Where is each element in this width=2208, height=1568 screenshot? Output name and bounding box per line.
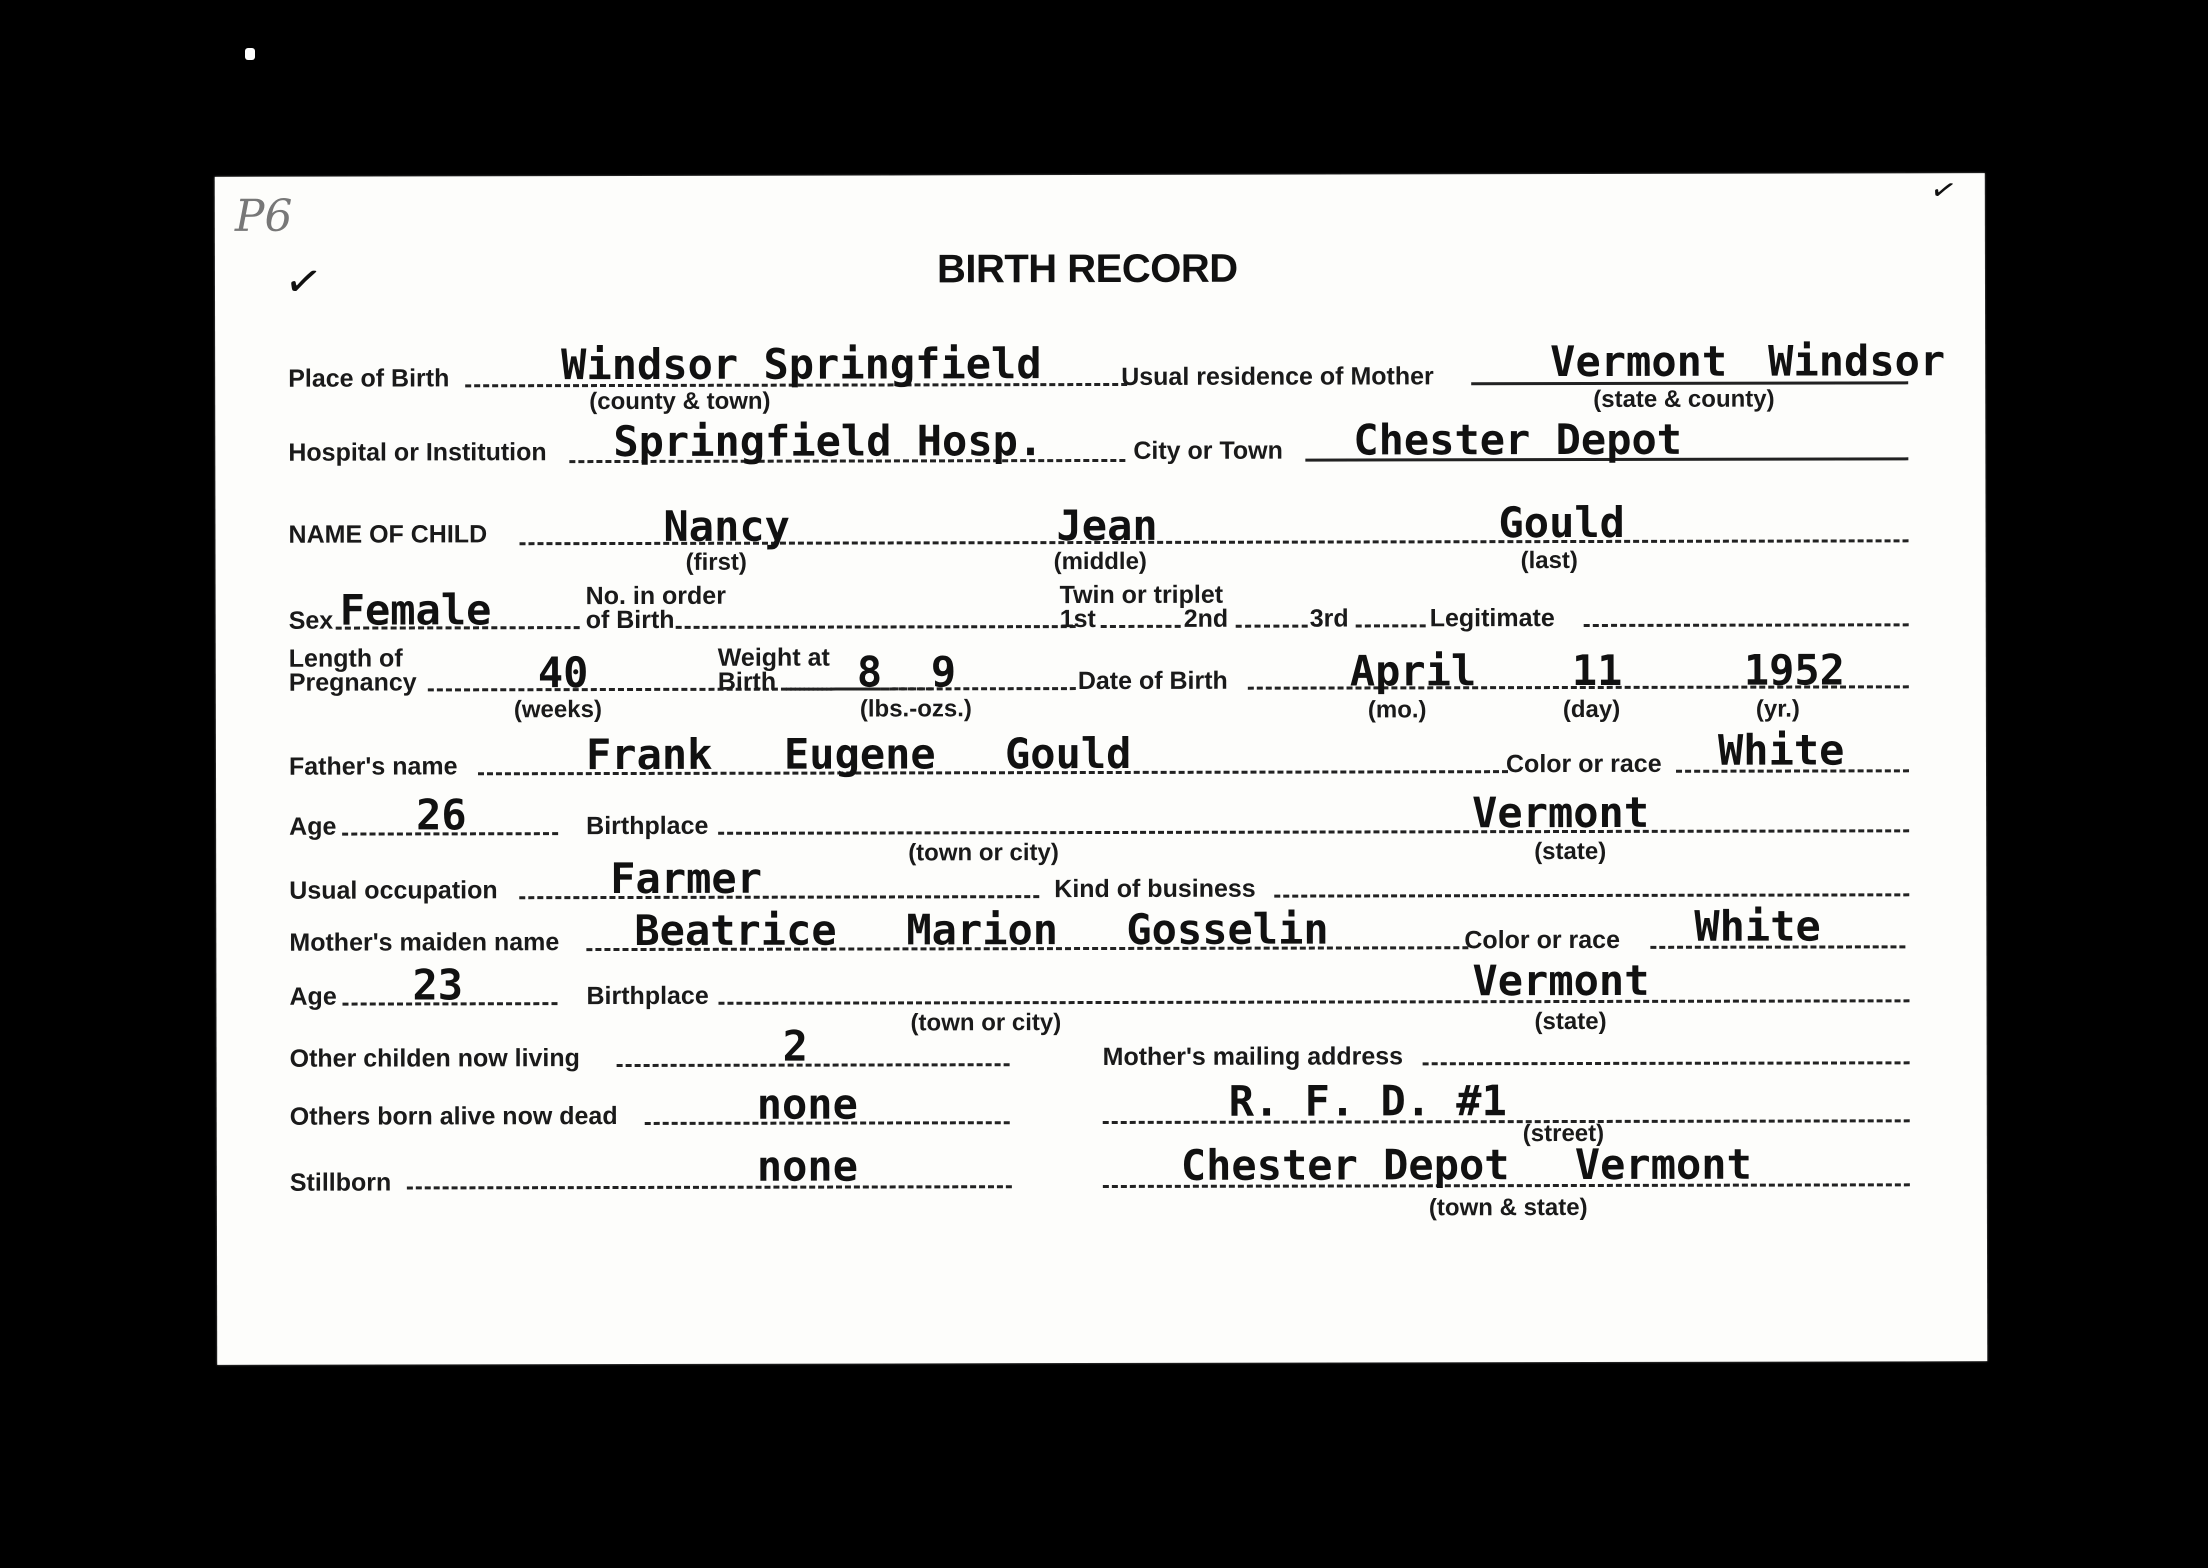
mailing-address-label: Mother's mailing address	[1102, 1042, 1404, 1071]
twin-second-label: 2nd	[1183, 604, 1229, 633]
weight-ozs: 9	[930, 647, 957, 697]
margin-note: P6	[234, 190, 293, 242]
order-of-birth-label-1: No. in order	[585, 581, 726, 611]
mother-name-label: Mother's maiden name	[289, 928, 560, 957]
born-alive-dead-value: none	[756, 1079, 858, 1129]
birth-month: April	[1349, 646, 1477, 696]
weight-label-1: Weight at	[717, 643, 830, 672]
mother-residence-state: Vermont	[1550, 336, 1728, 387]
father-last-name: Gould	[1004, 728, 1132, 779]
mother-residence-county: Windsor	[1768, 336, 1946, 386]
mailing-town-value: Chester Depot	[1180, 1140, 1510, 1190]
father-race-label: Color or race	[1505, 749, 1662, 779]
other-children-value: 2	[782, 1021, 808, 1071]
city-or-town-value: Chester Depot	[1353, 414, 1683, 465]
twin-label: Twin or triplet	[1059, 580, 1224, 610]
father-race-value: White	[1717, 725, 1845, 775]
father-name-label: Father's name	[288, 752, 458, 781]
father-birthplace-line	[718, 829, 1909, 834]
mother-state-sublabel: (state)	[1534, 1007, 1607, 1036]
mailing-street-sublabel: (street)	[1522, 1119, 1605, 1148]
other-children-line	[617, 1063, 1010, 1067]
child-last-name: Gould	[1498, 497, 1625, 548]
hospital-label: Hospital or Institution	[288, 438, 547, 467]
birth-year-sublabel: (yr.)	[1755, 695, 1800, 723]
father-age-value: 26	[416, 790, 467, 840]
place-of-birth-value: Windsor Springfield	[561, 339, 1042, 390]
born-alive-dead-label: Others born alive now dead	[289, 1102, 618, 1131]
legitimate-line	[1584, 623, 1909, 627]
film-speck	[245, 48, 255, 60]
twin-first-label: 1st	[1059, 605, 1096, 634]
birth-month-sublabel: (mo.)	[1367, 696, 1427, 724]
city-or-town-label: City or Town	[1133, 436, 1283, 465]
place-of-birth-label: Place of Birth	[288, 364, 450, 393]
weight-label-2: Birth	[717, 667, 777, 696]
birth-record-card	[215, 170, 1987, 1365]
child-middle-name: Jean	[1056, 500, 1158, 551]
child-first-name: Nancy	[663, 501, 790, 551]
father-occupation-value: Farmer	[610, 853, 762, 904]
stillborn-label: Stillborn	[289, 1168, 392, 1197]
page-title: BIRTH RECORD	[936, 246, 1238, 292]
business-line	[1274, 893, 1909, 897]
mailing-address-line	[1423, 1061, 1910, 1065]
sex-value: Female	[339, 585, 492, 635]
father-town-sublabel: (town or city)	[908, 839, 1059, 867]
mother-residence-label: Usual residence of Mother	[1121, 362, 1434, 391]
twin-second-line	[1236, 625, 1308, 628]
father-birthplace-state: Vermont	[1472, 787, 1650, 838]
mailing-street-value: R. F. D. #1	[1228, 1076, 1507, 1126]
other-children-label: Other childen now living	[289, 1044, 580, 1073]
pregnancy-label-2: Pregnancy	[288, 668, 417, 697]
mother-first-name: Beatrice	[634, 905, 837, 955]
mother-last-name: Gosselin	[1126, 904, 1329, 954]
date-of-birth-label: Date of Birth	[1077, 666, 1228, 696]
pregnancy-sublabel: (weeks)	[513, 696, 602, 724]
mother-race-value: White	[1694, 901, 1821, 951]
order-of-birth-label-2: of Birth	[585, 605, 675, 635]
order-of-birth-line	[676, 625, 1076, 629]
child-first-sublabel: (first)	[685, 548, 747, 576]
birth-day: 11	[1571, 645, 1623, 696]
mother-birthplace-line	[718, 999, 1909, 1004]
father-occupation-label: Usual occupation	[289, 876, 498, 905]
check-mark-icon: ✓	[280, 253, 326, 311]
mother-birthplace-label: Birthplace	[586, 981, 709, 1011]
birth-year: 1952	[1743, 645, 1846, 695]
stillborn-line	[407, 1185, 1012, 1189]
father-first-name: Frank	[585, 729, 713, 780]
child-name-label: NAME OF CHILD	[288, 520, 488, 549]
weight-lbs: 8	[856, 647, 883, 697]
mother-town-sublabel: (town or city)	[910, 1009, 1062, 1037]
weight-sublabel: (lbs.-ozs.)	[859, 695, 972, 723]
father-occupation-line	[519, 895, 1039, 899]
mailing-town-state-sublabel: (town & state)	[1428, 1193, 1588, 1222]
place-of-birth-sublabel: (county & town)	[589, 387, 771, 416]
twin-third-line	[1356, 624, 1426, 627]
birth-day-sublabel: (day)	[1562, 695, 1621, 724]
child-middle-sublabel: (middle)	[1053, 547, 1147, 576]
twin-first-line	[1101, 625, 1181, 628]
pregnancy-label-1: Length of	[288, 644, 403, 673]
business-label: Kind of business	[1054, 874, 1256, 904]
sex-label: Sex	[288, 606, 334, 635]
child-last-sublabel: (last)	[1520, 547, 1578, 575]
mother-age-value: 23	[412, 960, 464, 1010]
mother-race-label: Color or race	[1464, 925, 1620, 955]
check-mark-icon: ✓	[1926, 170, 1961, 211]
father-middle-name: Eugene	[783, 729, 936, 779]
mother-middle-name: Marion	[906, 905, 1059, 955]
pregnancy-value: 40	[537, 648, 589, 698]
twin-third-label: 3rd	[1309, 604, 1349, 633]
mother-residence-sublabel: (state & county)	[1593, 385, 1775, 413]
stillborn-value: none	[756, 1141, 859, 1191]
legitimate-label: Legitimate	[1429, 604, 1555, 633]
mother-birthplace-state: Vermont	[1472, 955, 1650, 1006]
father-birthplace-label: Birthplace	[586, 811, 709, 841]
mailing-state-value: Vermont	[1574, 1139, 1752, 1190]
mother-age-label: Age	[289, 982, 337, 1011]
hospital-value: Springfield Hosp.	[613, 416, 1044, 467]
father-age-label: Age	[289, 812, 337, 841]
father-state-sublabel: (state)	[1534, 837, 1607, 866]
